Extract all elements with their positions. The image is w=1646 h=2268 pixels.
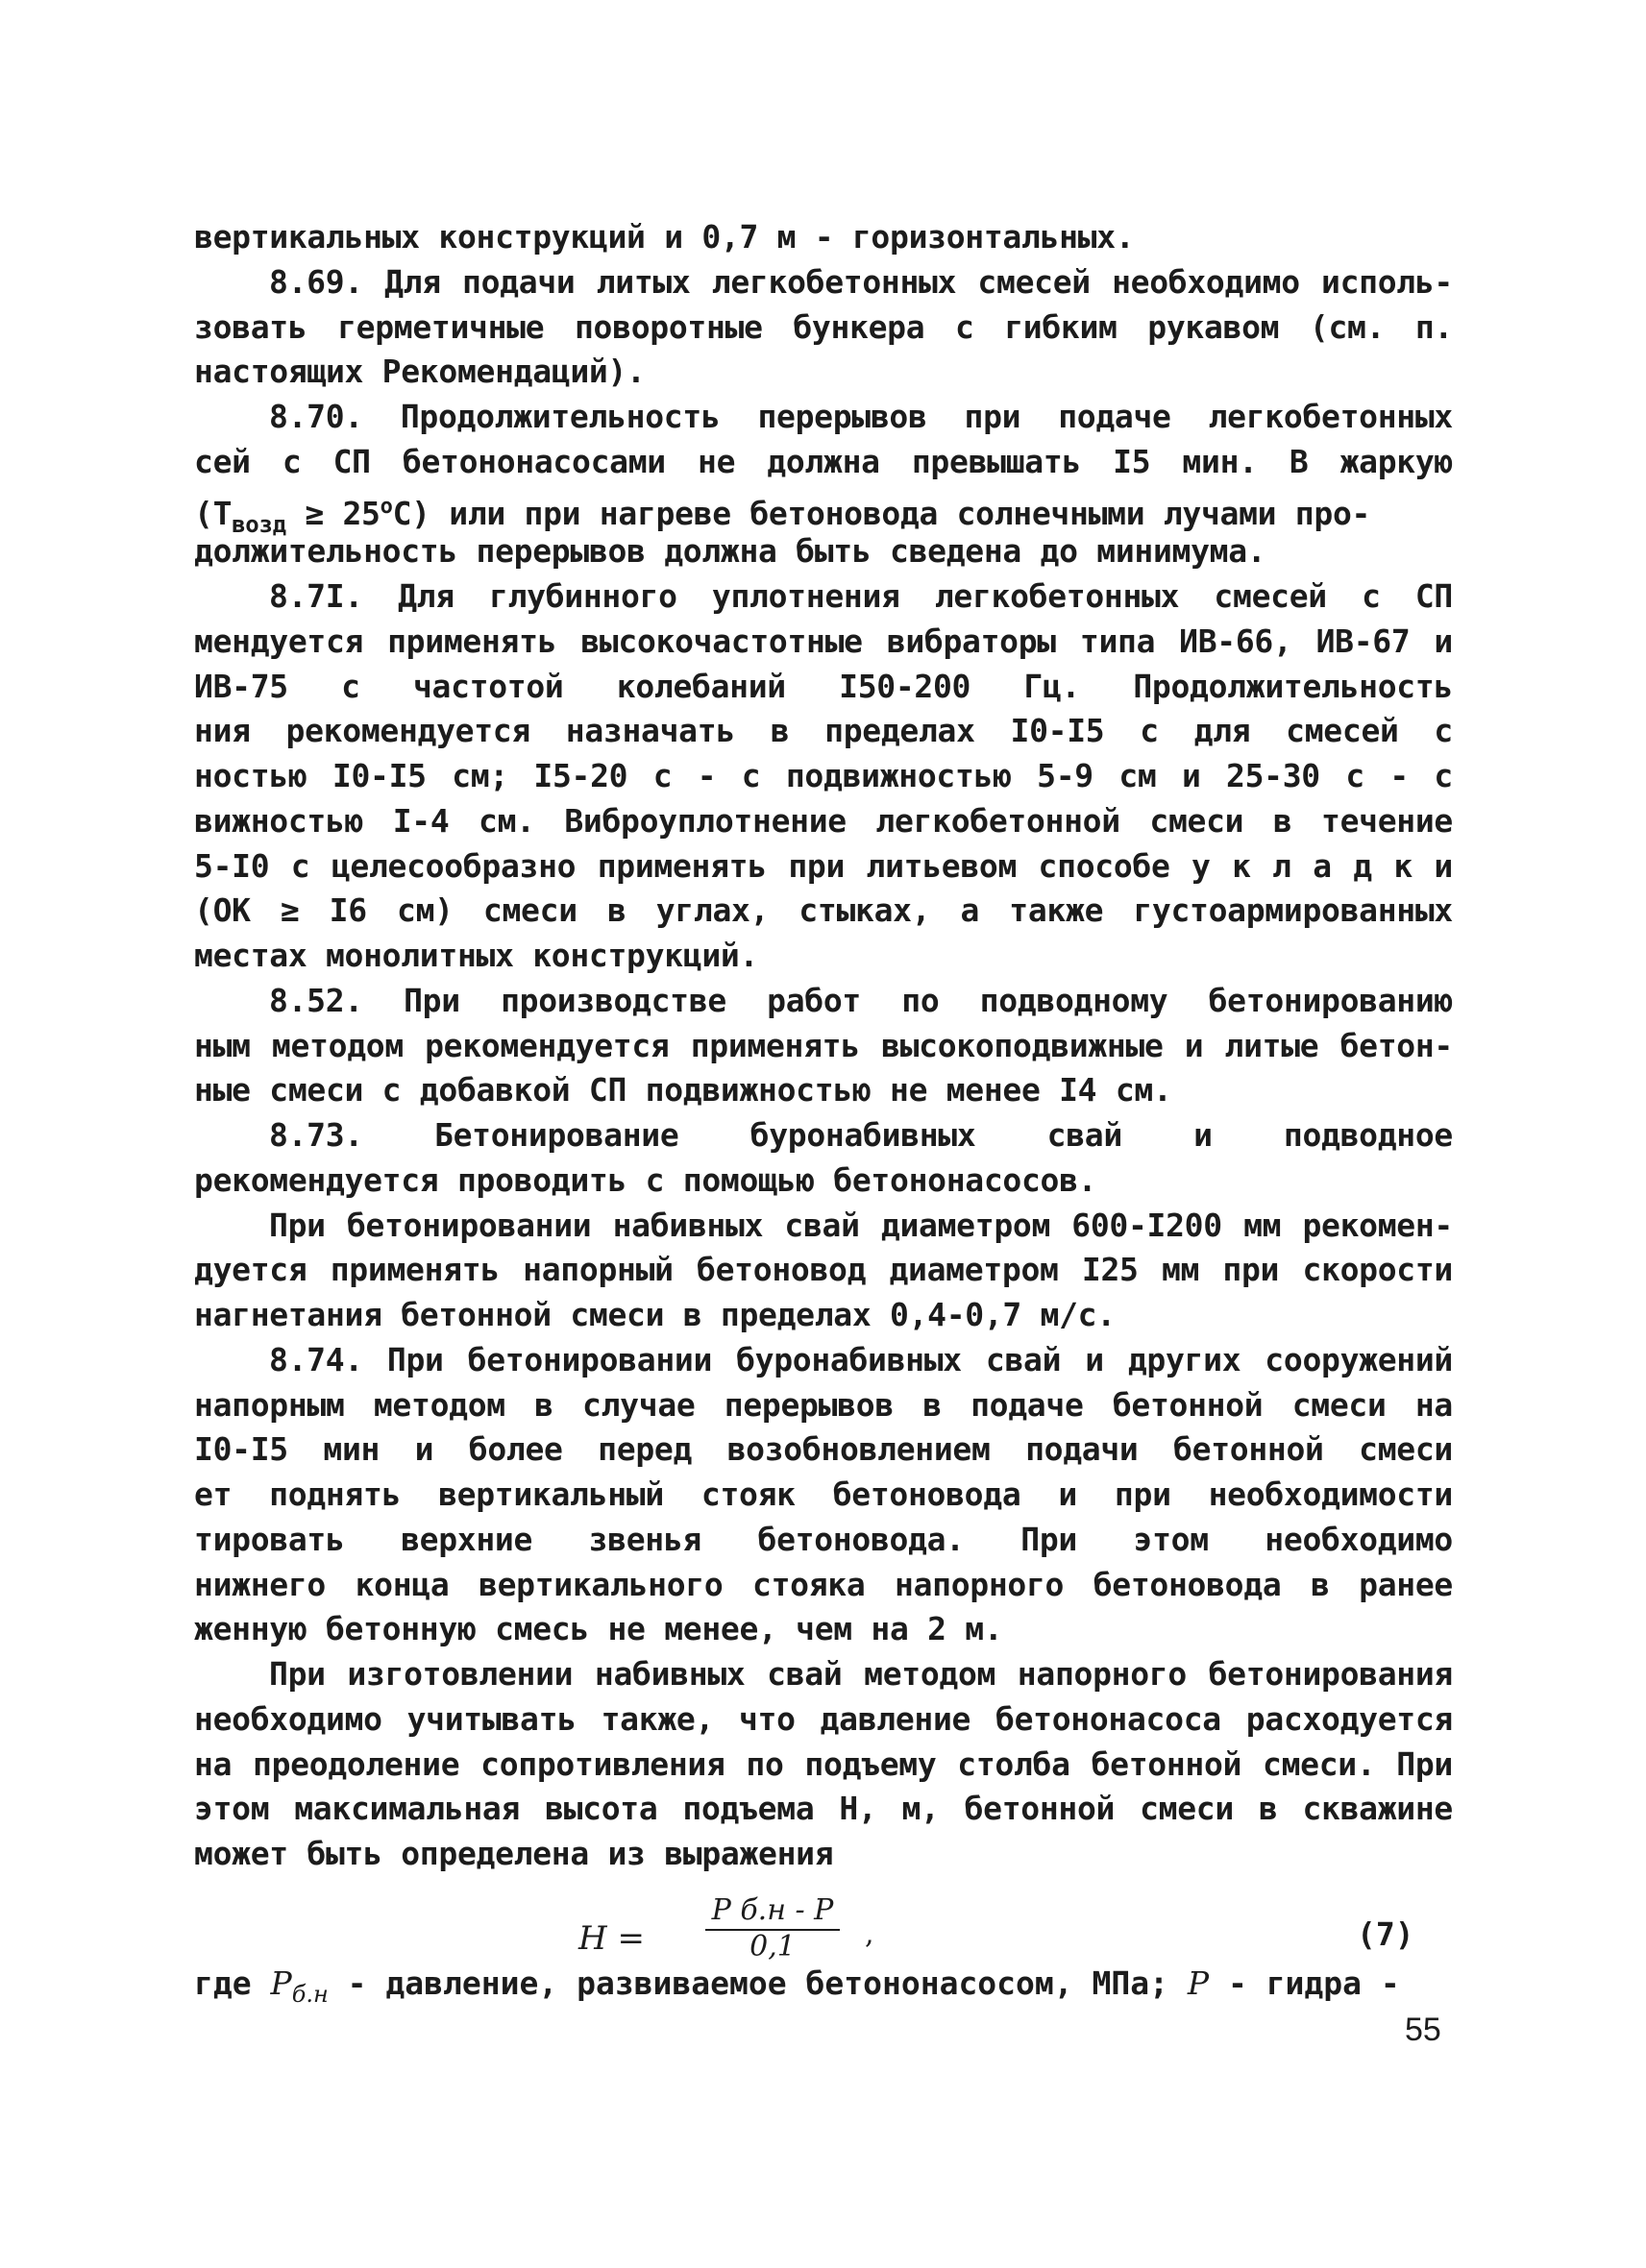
text-line: ным методом рекомендуется применять высокоподвижные и литые бетон-	[194, 1026, 1453, 1064]
equation-number: (7)	[1357, 1915, 1414, 1953]
where-line	[194, 1960, 1453, 2008]
text-line: местах монолитных конструкций.	[194, 937, 759, 974]
temp-rest: С) или при нагреве бетоновода солнечными лучами про-	[392, 494, 1371, 532]
text-line: ностью I0-I5 см; I5-20 с - с подвижностью 5-9 см и 25-30 с - с	[194, 757, 1453, 794]
symbol-p-bn: P	[270, 1964, 292, 2002]
text-line: ные смеси с добавкой СП подвижностью не менее I4 см.	[194, 1071, 1172, 1110]
formula-fraction	[705, 1894, 840, 1963]
symbol-p-bn-subscript: б.н	[291, 1981, 329, 2008]
text-line: настоящих Рекомендаций).	[194, 353, 646, 391]
paragraph-8-71-line: 8.7I. Для глубинного уплотнения легкобетонных смесей с СП	[269, 577, 1453, 615]
formula-denominator: 0,1	[749, 1930, 796, 1963]
paragraph-8-52-line: 8.52. При производстве работ по подводному бетонированию	[269, 981, 1453, 1019]
body-text	[194, 215, 1453, 1877]
text-line: на преодоление сопротивления по подъему столба бетонной смеси. При	[194, 1744, 1453, 1783]
symbol-p: P	[1187, 1964, 1210, 2002]
paragraph-8-69-line: 8.69. Для подачи литых легкобетонных смесей необходимо исполь-	[269, 262, 1453, 301]
text-line: этом максимальная высота подъема Н, м, бетонной смеси в скважине	[194, 1790, 1453, 1828]
temp-subscript: возд	[232, 510, 286, 538]
text-line: ИВ-75 с частотой колебаний I50-200 Гц. Продолжительность	[194, 667, 1453, 705]
text-line: тировать верхние звенья бетоновода. При этом необходимо	[194, 1520, 1453, 1558]
paragraph-8-70-line: 8.70. Продолжительность перерывов при подаче легкобетонных	[269, 398, 1453, 435]
text-line: рекомендуется проводить с помощью бетононасосов.	[194, 1160, 1097, 1199]
text-line: I0-I5 мин и более перед возобновлением подачи бетонной смеси	[194, 1430, 1453, 1469]
text-line: напорным методом в случае перерывов в подаче бетонной смеси на	[194, 1385, 1453, 1424]
text-line: необходимо учитывать также, что давление бетононасоса расходуется	[194, 1699, 1453, 1738]
text-line: зовать герметичные поворотные бункера с гибким рукавом (см. п.	[194, 307, 1453, 346]
text-line: может быть определена из выражения	[194, 1835, 834, 1872]
formula-comma: ,	[865, 1917, 874, 1951]
text-line: нагнетания бетонной смеси в пределах 0,4-0,7 м/с.	[194, 1296, 1116, 1333]
text-line: 5-I0 с целесообразно применять при литьевом способе у к л а д к и	[194, 846, 1453, 885]
paragraph-pressure-line: При изготовлении набивных свай методом напорного бетонирования	[269, 1655, 1453, 1693]
paragraph-8-74-line: 8.74. При бетонировании буронабивных свай и других сооружений	[269, 1340, 1453, 1378]
temp-value: ≥ 25	[305, 494, 381, 532]
formula-lhs: H =	[578, 1919, 645, 1958]
where-text-2: - гидра -	[1227, 1964, 1400, 2002]
text-line: ет поднять вертикальный стояк бетоновода и при необходимости	[194, 1475, 1453, 1513]
formula-numerator: P б.н - P	[705, 1894, 840, 1931]
text-line: ния рекомендуется назначать в пределах I0-I5 с для смесей с	[194, 712, 1453, 750]
temperature-line	[194, 485, 1453, 538]
where-text-1: - давление, развиваемое бетононасосом, МПа;	[347, 1964, 1168, 2002]
text-line: вертикальных конструкций и 0,7 м - горизонтальных.	[194, 218, 1135, 256]
text-line: вижностью I-4 см. Виброуплотнение легкобетонной смеси в течение	[194, 801, 1453, 840]
page-number: 55	[1405, 2012, 1441, 2048]
text-line: мендуется применять высокочастотные вибраторы типа ИВ-66, ИВ-67 и	[194, 622, 1453, 660]
text-line: (ОК ≥ I6 см) смеси в углах, стыках, а также густоармированных	[194, 891, 1453, 930]
text-line: дуется применять напорный бетоновод диаметром I25 мм при скорости	[194, 1251, 1453, 1289]
text-line: нижнего конца вертикального стояка напорного бетоновода в ранее	[194, 1565, 1453, 1603]
paragraph-piles-line: При бетонировании набивных свай диаметром 600-I200 мм рекомен-	[269, 1206, 1453, 1244]
text-line: женную бетонную смесь не менее, чем на 2 м.	[194, 1610, 1003, 1648]
text-line: сей с СП бетононасосами не должна превышать I5 мин. В жаркую	[194, 442, 1453, 480]
degree-superscript: о	[380, 494, 393, 519]
where-word: где	[194, 1964, 252, 2002]
paragraph-8-73-line: 8.73. Бетонирование буронабивных свай и подводное	[269, 1116, 1453, 1154]
text-line: должительность перерывов должна быть сведена до минимума.	[194, 532, 1266, 571]
temp-symbol: (T	[194, 494, 233, 532]
